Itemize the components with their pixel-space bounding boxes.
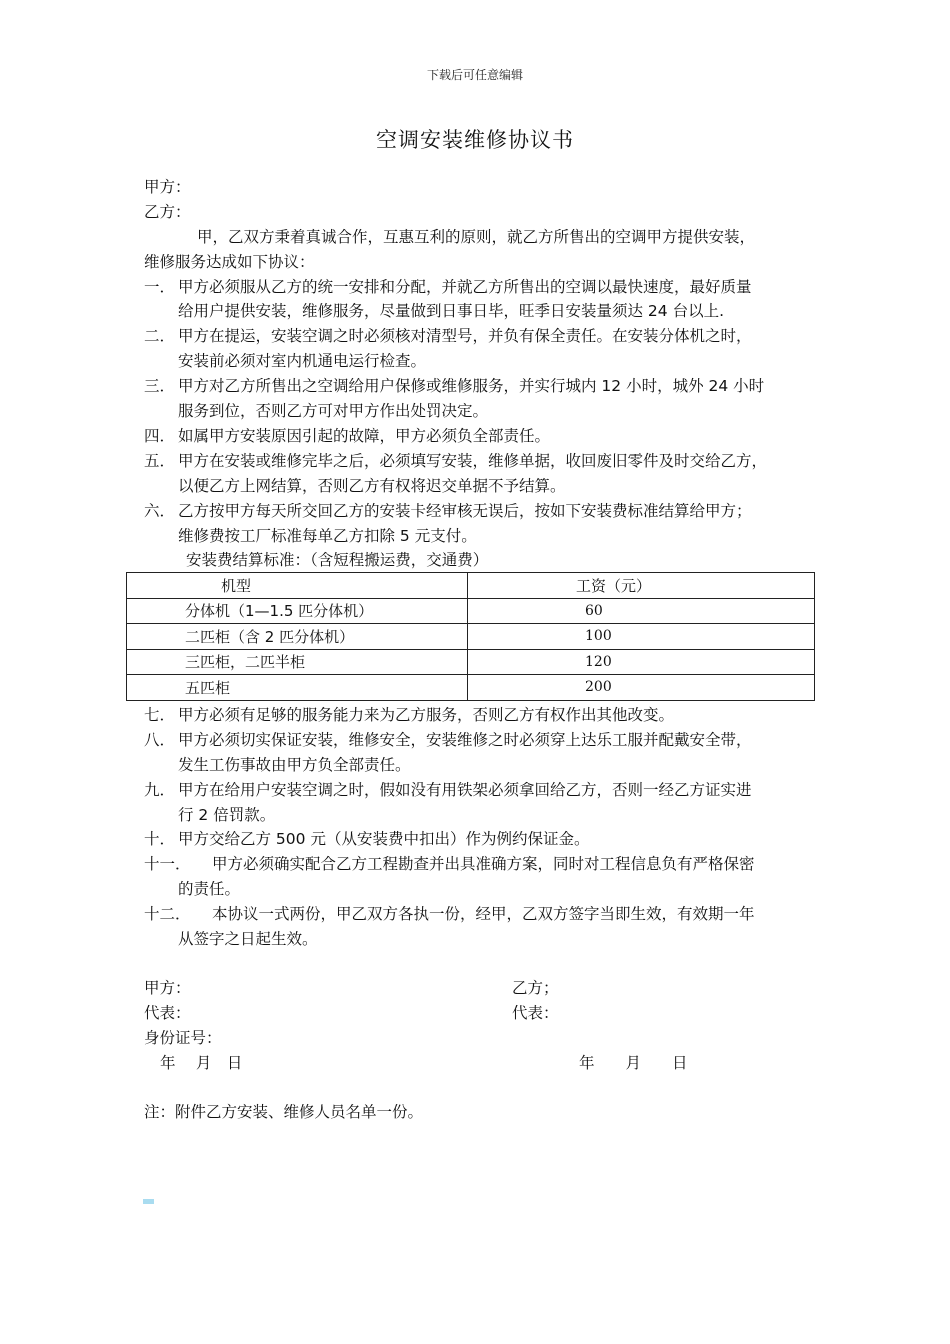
fee-table bbox=[126, 572, 815, 701]
clause-number: 五． bbox=[144, 452, 176, 470]
clause-number: 十一． bbox=[144, 855, 191, 873]
column-header-wage: 工资（元） bbox=[468, 573, 815, 599]
clause-text: 的责任。 bbox=[178, 880, 241, 898]
clause-text: 如属甲方安装原因引起的故障，甲方必须负全部责任。 bbox=[178, 427, 551, 445]
clause-number: 三． bbox=[144, 377, 176, 395]
table-cell-wage: 100 bbox=[468, 624, 815, 650]
table-cell-wage: 120 bbox=[468, 649, 815, 675]
intro-line-2: 维修服务达成如下协议： bbox=[144, 253, 315, 271]
id-number-label: 身份证号： bbox=[144, 1029, 222, 1047]
signature-party-b-label: 乙方； bbox=[512, 979, 559, 997]
clause-number: 一． bbox=[144, 278, 176, 296]
clause-text: 甲方在安装或维修完毕之后，必须填写安装，维修单据，收回废旧零件及时交给乙方， bbox=[178, 452, 768, 470]
table-row bbox=[127, 624, 815, 650]
table-row bbox=[127, 649, 815, 675]
clause-text: 甲方必须服从乙方的统一安排和分配，并就乙方所售出的空调以最快速度，最好质量 bbox=[178, 278, 752, 296]
footnote: 注：附件乙方安装、维修人员名单一份。 bbox=[144, 1103, 424, 1121]
decorative-mark bbox=[143, 1199, 154, 1204]
clause-text: 服务到位，否则乙方可对甲方作出处罚决定。 bbox=[178, 402, 489, 420]
clause-text: 维修费按工厂标准每单乙方扣除 5 元支付。 bbox=[178, 527, 477, 545]
clause-text: 给用户提供安装，维修服务，尽量做到日事日毕，旺季日安装量须达 24 台以上. bbox=[178, 302, 725, 320]
table-row bbox=[127, 675, 815, 701]
table-cell-wage: 200 bbox=[468, 675, 815, 701]
signature-party-a-representative: 代表： bbox=[144, 1004, 191, 1022]
clause-text: 甲方必须切实保证安装，维修安全，安装维修之时必须穿上达乐工服并配戴安全带， bbox=[178, 731, 752, 749]
date-party-a: 年 月 日 bbox=[160, 1054, 243, 1072]
table-header-row bbox=[127, 573, 815, 599]
table-cell-model: 五匹柜 bbox=[127, 675, 468, 701]
clause-text: 甲方必须有足够的服务能力来为乙方服务，否则乙方有权作出其他改变。 bbox=[178, 706, 675, 724]
clause-number: 四． bbox=[144, 427, 176, 445]
clause-number: 六． bbox=[144, 502, 176, 520]
column-header-model: 机型 bbox=[127, 573, 468, 599]
clause-number: 十． bbox=[144, 830, 176, 848]
clause-text: 以便乙方上网结算，否则乙方有权将迟交单据不予结算。 bbox=[178, 477, 566, 495]
clause-number: 二． bbox=[144, 327, 176, 345]
clause-number: 七． bbox=[144, 706, 176, 724]
clause-text: 甲方对乙方所售出之空调给用户保修或维修服务，并实行城内 12 小时，城外 24 小时 bbox=[178, 377, 765, 395]
clause-number: 八． bbox=[144, 731, 176, 749]
table-cell-wage: 60 bbox=[468, 598, 815, 624]
header-note: 下载后可任意编辑 bbox=[426, 68, 523, 82]
clause-text: 甲方在给用户安装空调之时，假如没有用铁架必须拿回给乙方，否则一经乙方证实进 bbox=[178, 781, 752, 799]
clause-text: 行 2 倍罚款。 bbox=[178, 806, 276, 824]
clause-number: 十二． bbox=[144, 905, 191, 923]
date-party-b: 年 月 日 bbox=[579, 1054, 688, 1072]
party-a-label: 甲方： bbox=[144, 178, 191, 196]
clause-text: 从签字之日起生效。 bbox=[178, 930, 318, 948]
clause-text: 甲方在提运，安装空调之时必须核对清型号，并负有保全责任。在安装分体机之时， bbox=[178, 327, 752, 345]
table-cell-model: 三匹柜，二匹半柜 bbox=[127, 649, 468, 675]
intro-line-1: 甲，乙双方秉着真诚合作，互惠互利的原则，就乙方所售出的空调甲方提供安装， bbox=[197, 228, 756, 246]
party-b-label: 乙方： bbox=[144, 203, 191, 221]
signature-party-a-label: 甲方： bbox=[144, 979, 191, 997]
table-cell-model: 分体机（1—1.5 匹分体机） bbox=[127, 598, 468, 624]
clause-text: 乙方按甲方每天所交回乙方的安装卡经审核无误后，按如下安装费标准结算给甲方； bbox=[178, 502, 752, 520]
clause-text: 本协议一式两份，甲乙双方各执一份，经甲，乙双方签字当即生效，有效期一年 bbox=[212, 905, 755, 923]
clause-text: 安装前必须对室内机通电运行检查。 bbox=[178, 352, 427, 370]
table-row bbox=[127, 598, 815, 624]
document-title: 空调安装维修协议书 bbox=[376, 128, 574, 152]
table-cell-model: 二匹柜（含 2 匹分体机） bbox=[127, 624, 468, 650]
clause-text: 发生工伤事故由甲方负全部责任。 bbox=[178, 756, 411, 774]
fee-caption: 安装费结算标准：（含短程搬运费，交通费） bbox=[186, 551, 489, 569]
clause-text: 甲方必须确实配合乙方工程勘查并出具准确方案，同时对工程信息负有严格保密 bbox=[212, 855, 755, 873]
signature-party-b-representative: 代表： bbox=[512, 1004, 559, 1022]
clause-number: 九． bbox=[144, 781, 176, 799]
clause-text: 甲方交给乙方 500 元（从安装费中扣出）作为例约保证金。 bbox=[178, 830, 590, 848]
